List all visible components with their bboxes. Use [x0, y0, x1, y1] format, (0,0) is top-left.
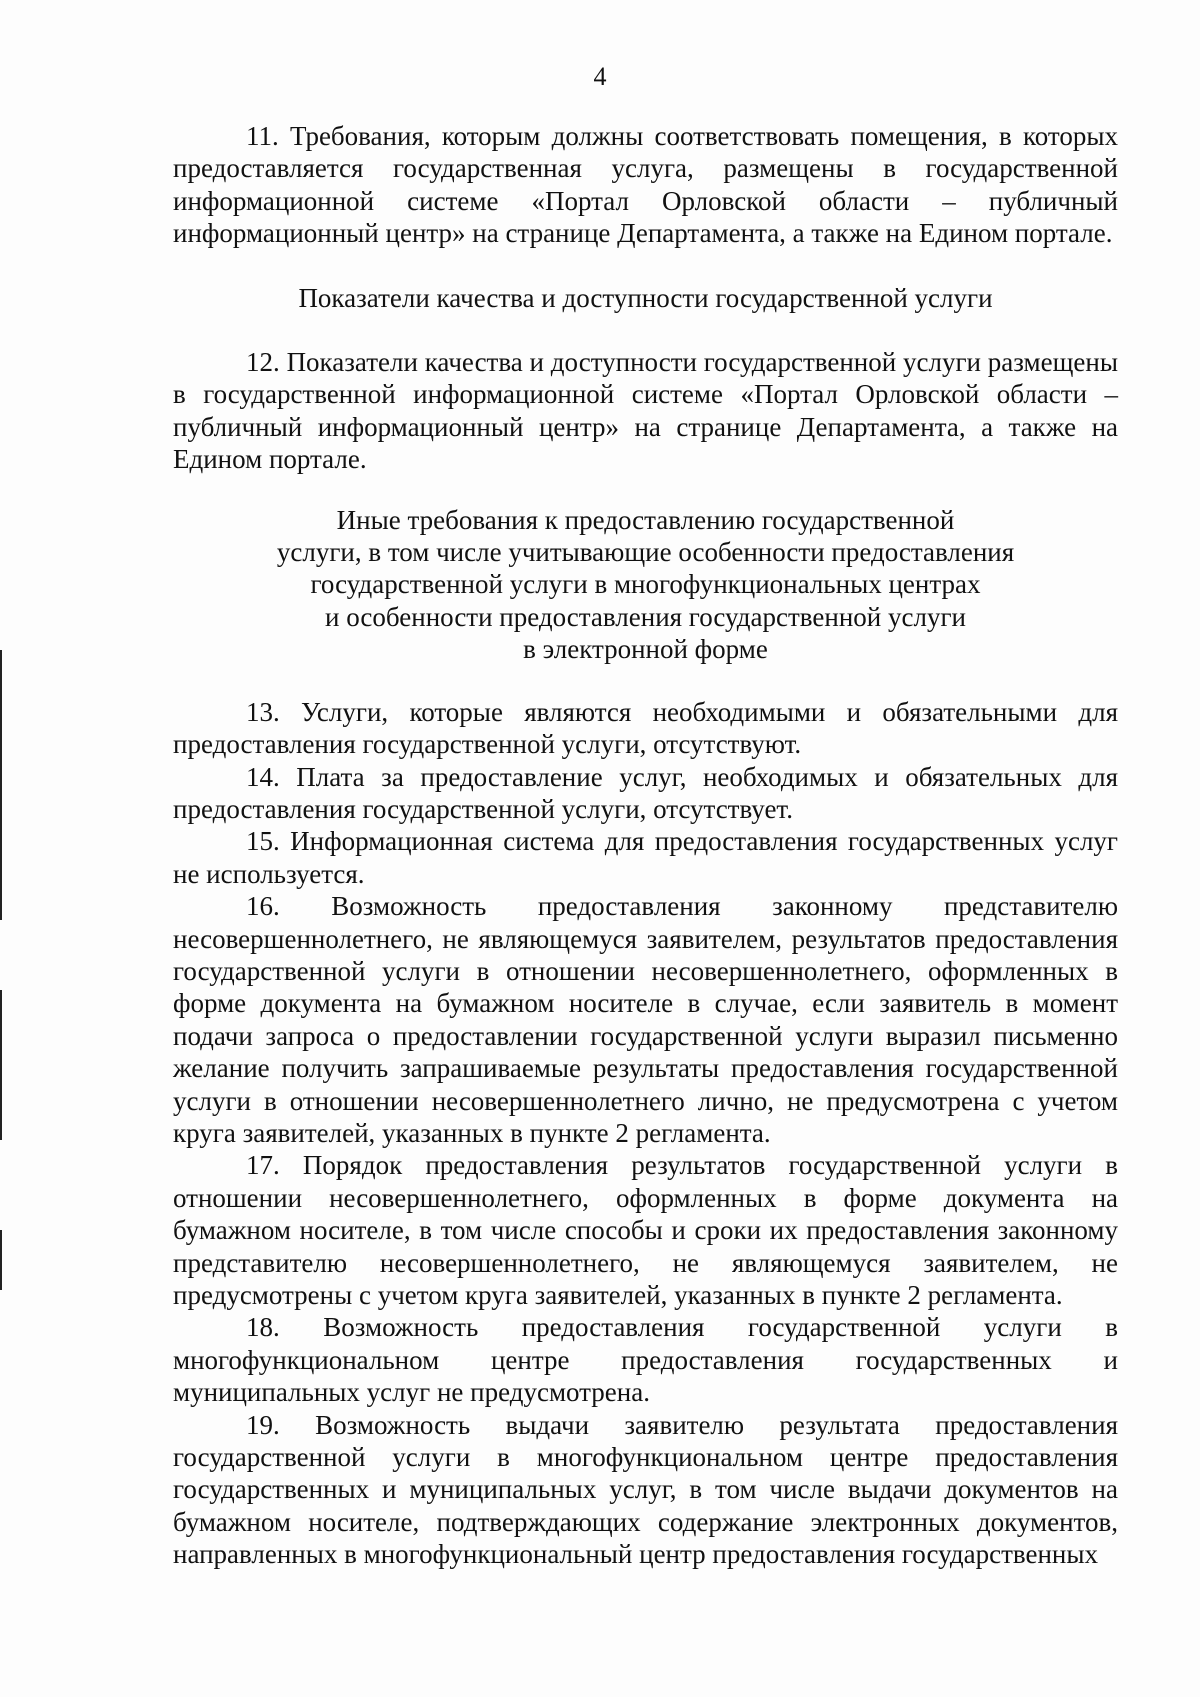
scan-edge-mark: [0, 1230, 2, 1290]
scan-edge-mark: [0, 990, 2, 1140]
paragraph-15: 15. Информационная система для предоставления государственных услуг не используется.: [173, 826, 1118, 889]
paragraph-16: 16. Возможность предоставления законному представителю несовершеннолетнего, не являющемуся заявителем, результатов предоставления государственной услуги в отношении несовершеннолетнего, оформленных в форме документа на бумажном носителе в случае, если заявитель в момент подачи запроса о предоставлении государственной услуги выразил письменно желание получить запрашиваемые результаты предоставления государственной услуги в отношении несовершеннолетнего лично, не предусмотрена с учетом круга заявителей, указанных в пункте 2 регламента.: [173, 891, 1118, 1148]
paragraph-18: 18. Возможность предоставления государственной услуги в многофункциональном центре предоставления государственных и муниципальных услуг не предусмотрена.: [173, 1312, 1118, 1408]
section-heading-other-requirements: [173, 504, 1118, 666]
paragraph-13: 13. Услуги, которые являются необходимыми и обязательными для предоставления государственной услуги, отсутствуют.: [173, 696, 1118, 760]
heading-line: государственной услуги в многофункциональных центрах: [310, 569, 981, 600]
scan-edge-mark: [0, 650, 2, 920]
document-body: [173, 120, 1118, 1571]
heading-line: и особенности предоставления государственной услуги: [325, 601, 966, 632]
page-number: 4: [593, 62, 607, 91]
paragraph-11: 11. Требования, которым должны соответствовать помещения, в которых предоставляется государственная услуга, размещены в государственной информационной системе «Портал Орловской области – публичный информационный центр» на странице Департамента, а также на Едином портале.: [173, 121, 1118, 249]
heading-line: Иные требования к предоставлению государственной: [336, 504, 955, 535]
section-heading-quality: Показатели качества и доступности государственной услуги: [298, 282, 993, 313]
heading-line: услуги, в том числе учитывающие особенности предоставления: [276, 537, 1015, 568]
heading-line: в электронной форме: [523, 634, 768, 665]
paragraph-14: 14. Плата за предоставление услуг, необходимых и обязательных для предоставления государственной услуги, отсутствует.: [173, 761, 1118, 824]
paragraph-12: 12. Показатели качества и доступности государственной услуги размещены в государственной информационной системе «Портал Орловской области – публичный информационный центр» на странице Департамента, а также на Едином портале.: [173, 347, 1118, 475]
paragraph-17: 17. Порядок предоставления результатов государственной услуги в отношении несовершеннолетнего, оформленных в форме документа на бумажном носителе, в том числе способы и сроки их предоставления законному представителю несовершеннолетнего, не являющемуся заявителем, не предусмотрены с учетом круга заявителей, указанных в пункте 2 регламента.: [173, 1150, 1118, 1310]
paragraph-19: 19. Возможность выдачи заявителю результата предоставления государственной услуги в многофункциональном центре предоставления государственных и муниципальных услуг, в том числе выдачи документов на бумажном носителе, подтверждающих содержание электронных документов, направленных в многофункциональный центр предоставления государственных: [173, 1409, 1118, 1570]
